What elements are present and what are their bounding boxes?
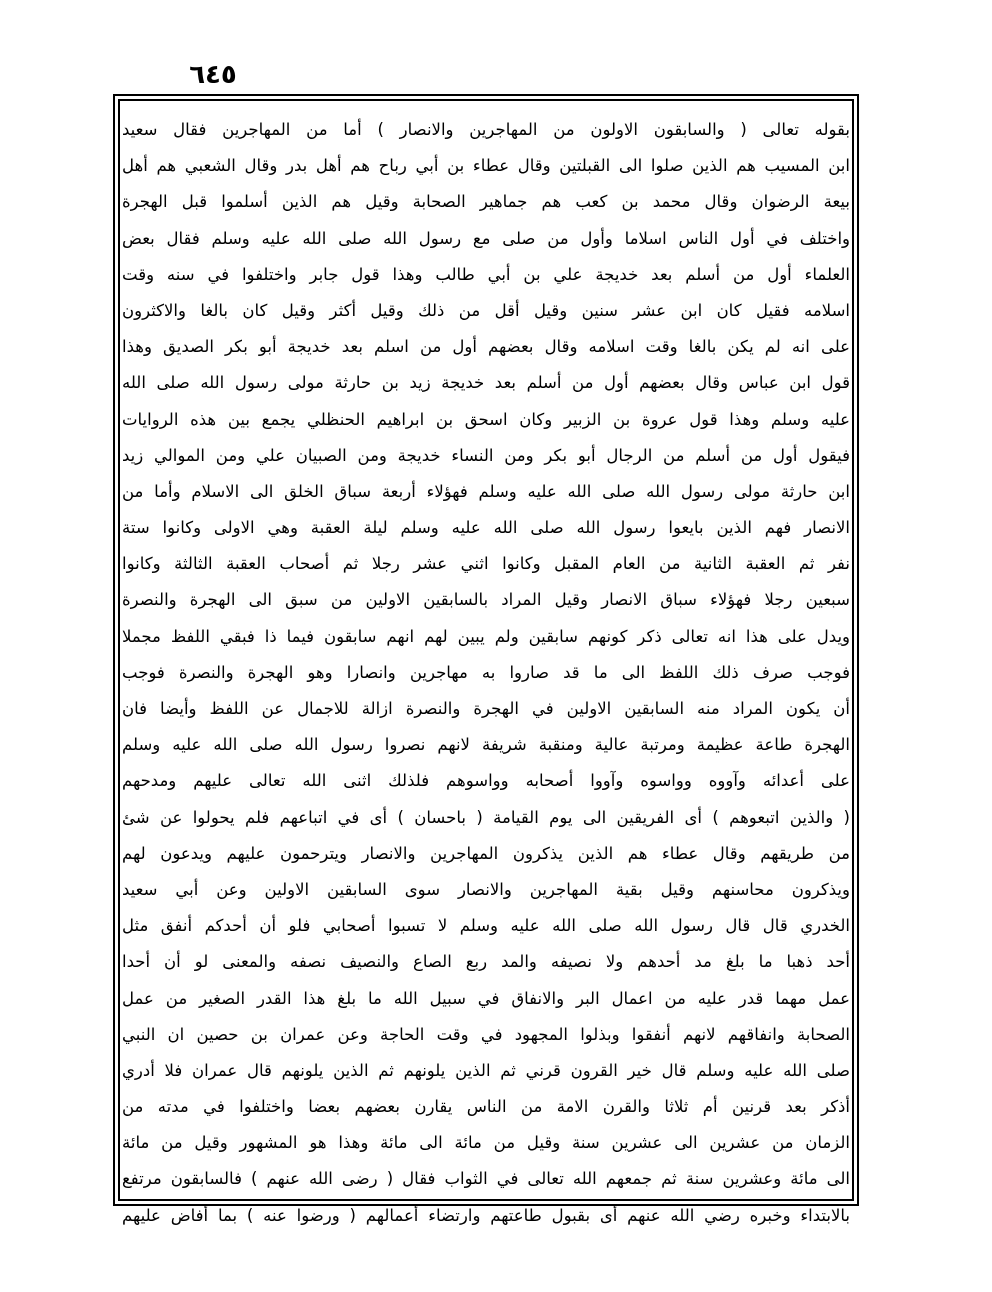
text-line: واختلف في أول الناس اسلاما وأول من صلى مع رسول الله صلى الله عليه وسلم فقال بعض: [122, 228, 850, 248]
text-line: الخدري قال قال رسول الله صلى الله عليه وسلم لا تسبوا أصحابي فلو أن أحدكم أنفق مثل: [122, 916, 850, 936]
main-text: [122, 112, 850, 1234]
text-line: على انه لم يكن بالغا وقت اسلامه وقال بعضهم أول من اسلم بعد خديجة أبو بكر الصديق وهذا: [122, 337, 850, 357]
text-line: فوجب صرف ذلك اللفظ الى ما قد صاروا به مهاجرين وانصارا وهو الهجرة والنصرة فوجب: [122, 662, 850, 682]
text-line: نفر ثم العقبة الثانية من العام المقبل وكانوا اثني عشر رجلا ثم أصحاب العقبة الثالثة وكانوا: [122, 554, 850, 574]
text-line: الزمان من عشرين الى عشرين سنة وقيل من مائة الى مائة وهذا هو المشهور وقيل من مائة: [122, 1133, 850, 1153]
text-line: فيقول أول من أسلم من الرجال أبو بكر ومن النساء خديجة ومن الصبيان علي ومن الموالي زيد: [122, 445, 850, 465]
text-line: ( والذين اتبعوهم ) أى الفريقين الى يوم القيامة ( باحسان ) أى في اتباعهم فلم يحولوا عن شئ: [122, 807, 850, 827]
text-line: صلى الله عليه وسلم قال خير القرون قرني ثم الذين يلونهم ثم الذين يلونهم قال عمران فلا أدري: [122, 1060, 850, 1080]
page-number: ٦٤٥: [189, 60, 237, 90]
text-line: بيعة الرضوان وقال محمد بن كعب هم جماهير الصحابة وقيل هم الذين أسلموا قبل الهجرة: [122, 192, 850, 212]
text-line: الى مائة وعشرين سنة ثم جمعهم الله تعالى في الثواب فقال ( رضى الله عنهم ) فالسابقون مرتفع: [122, 1169, 850, 1189]
text-line: أحد ذهبا ما بلغ مد أحدهم ولا نصيفه والمد ربع الصاع والنصيف نصفه والمعنى لو أن أحدا: [122, 952, 850, 972]
text-line: من طريقهم وقال عطاء هم الذين يذكرون المهاجرين والانصار ويترحمون عليهم ويدعون لهم: [122, 843, 850, 863]
text-line: ويذكرون محاسنهم وقيل بقية المهاجرين والانصار سوى السابقين الاولين وعن أبي سعيد: [122, 879, 850, 899]
text-line: أن يكون المراد منه السابقين الاولين في الهجرة والنصرة ازالة للاجمال عن اللفظ وأيضا فان: [122, 699, 850, 718]
text-line: بالابتداء وخبره رضي الله عنهم أى بقبول طاعتهم وارتضاء أعمالهم ( ورضوا عنه ) بما أفاض عليهم: [122, 1205, 850, 1225]
text-line: قول ابن عباس وقال بعضهم أول من أسلم بعد خديجة زيد بن حارثة مولى رسول الله صلى الله: [122, 373, 850, 393]
text-line: ابن حارثة مولى رسول الله صلى الله عليه وسلم فهؤلاء أربعة سباق الخلق الى الاسلام وأما من: [122, 481, 850, 501]
text-line: الانصار فهم الذين بايعوا رسول الله صلى الله عليه وسلم ليلة العقبة وهي الاولى وكانوا ستة: [122, 518, 850, 538]
text-line: العلماء أول من أسلم بعد خديجة علي بن أبي طالب وهذا قول جابر واختلفوا في سنه وقت: [122, 264, 850, 284]
text-line: ويدل على هذا انه تعالى ذكر كونهم سابقين ولم يبين لهم انهم سابقون فيما ذا فبقي اللفظ مجملا: [122, 626, 850, 646]
text-line: بقوله تعالى ( والسابقون الاولون من المهاجرين والانصار ) أما من المهاجرين فقال سعيد: [122, 120, 850, 139]
text-line: أذكر بعد قرنين أم ثلاثا والقرن الامة من الناس يقارن بعضهم بعضا واختلفوا في مدته من: [122, 1097, 850, 1117]
text-line: الصحابة وانفاقهم لانهم أنفقوا وبذلوا المجهود في وقت الحاجة وعن عمران بن حصين ان النبي: [122, 1024, 850, 1044]
text-line: عليه وسلم وهذا قول عروة بن الزبير وكان اسحق بن ابراهيم الحنظلي يجمع بين هذه الروايات: [122, 409, 850, 429]
text-line: عمل مهما قدر عليه من اعمال البر والانفاق في سبيل الله ما بلغ هذا القدر الصغير من عمل: [122, 988, 850, 1008]
text-line: ابن المسيب هم الذين صلوا الى القبلتين وقال عطاء بن أبي رباح هم أهل بدر وقال الشعبي هم أهل: [122, 156, 850, 176]
text-line: اسلامه فقيل كان ابن عشر سنين وقيل أقل من ذلك وقيل أكثر وقيل كان بالغا والاكثرون: [122, 300, 850, 320]
text-line: الهجرة طاعة عظيمة ومرتبة عالية ومنقبة شريفة لانهم نصروا رسول الله صلى الله عليه وسلم: [122, 735, 850, 755]
text-line: على أعدائه وآووه وواسوه وآووا أصحابه وواسوهم فلذلك اثنى الله تعالى عليهم ومدحهم: [122, 771, 850, 791]
text-line: سبعين رجلا فهؤلاء سباق الانصار وقيل المراد بالسابقين الاولين من سبق الى الهجرة والنصرة: [122, 590, 850, 610]
